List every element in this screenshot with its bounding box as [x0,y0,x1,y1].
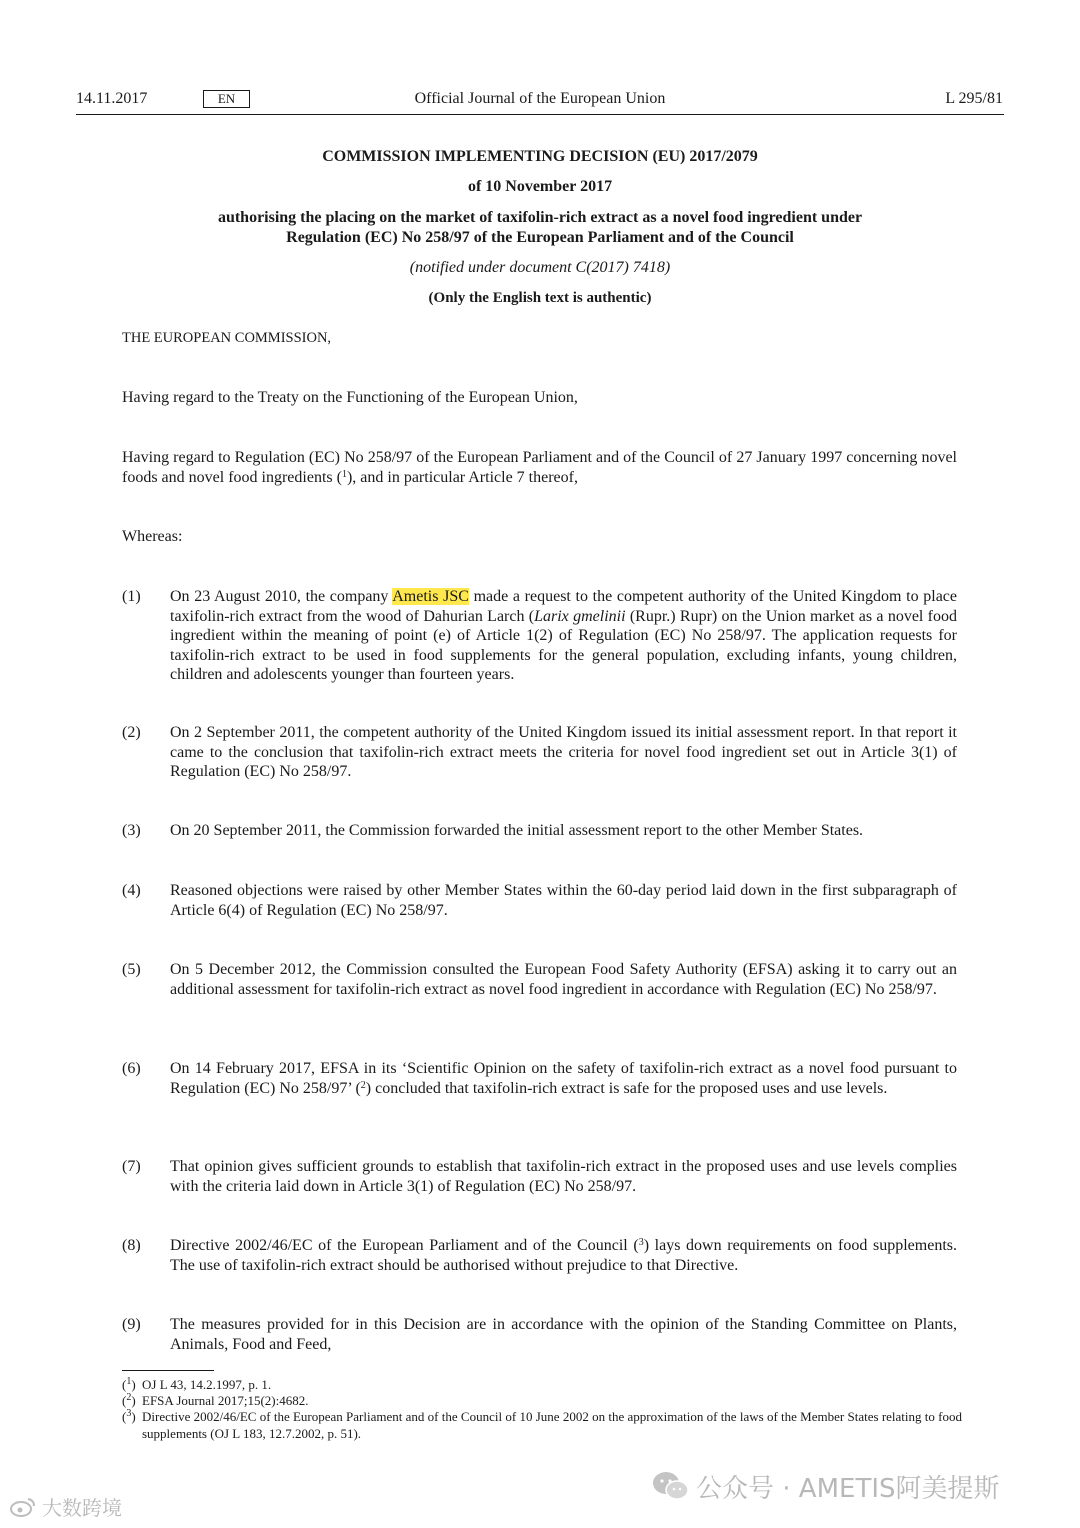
recital-1-text-a: On 23 August 2010, the company [170,588,393,605]
recital-number: (9) [122,1316,141,1333]
footnote-number: ($^3$) [122,1408,136,1424]
decision-date: of 10 November 2017 [467,178,613,195]
recital-9 [122,1315,957,1354]
regard-treaty: Having regard to the Treaty on the Functioning of the European Union, [122,389,578,406]
wechat-icon [652,1470,690,1509]
footnote-text: Directive 2002/46/EC of the European Parliament and of the Council of 10 June 2002 on the approximation of the laws of the Member States relating to food supplements (OJ L 183, 12.7.2002, p. 51). [142,1409,962,1441]
authentic-text-note: (Only the English text is authentic) [428,290,652,306]
highlighted-company-name: Ametis JSC [392,588,469,605]
footnote-2 [122,1393,962,1410]
recital-6-text-a: On 14 February 2017, EFSA in its ‘Scientific Opinion on the safety of taxifolin-rich extract as a novel food pursuant to Regulation (EC) No 258/97’ ( [170,1060,957,1097]
recital-3 [122,821,957,841]
footnote-ref-1[interactable]: 1 [341,468,347,480]
footnote-number: ($^2$) [122,1392,136,1408]
recital-number: (8) [122,1237,141,1254]
recital-8-text-b: ) lays down requirements on food supplements. The use of taxifolin-rich extract should be authorised without prejudice to that Directive. [170,1237,958,1274]
recital-number: (2) [122,724,141,741]
recital-8-text-a: Directive 2002/46/EC of the European Parliament and of the Council ( [170,1237,639,1254]
language-badge: EN [203,90,250,108]
footnote-text: OJ L 43, 14.2.1997, p. 1. [142,1377,272,1392]
regard-regulation-text-b: ), and in particular Article 7 thereof, [346,468,578,486]
recital-1-text-b: made a request to the competent authority of the United Kingdom to place taxifolin-rich extract from the wood of Dahurian Larch ( [170,588,957,625]
recital-number: (7) [122,1158,141,1175]
footnote-number-value: 1 [126,1376,132,1387]
whereas-heading: Whereas: [122,528,183,545]
page-number: L 295/81 [945,90,1003,107]
recital-6 [122,1059,957,1098]
watermark-right [652,1468,1000,1509]
footnote-number-value: 2 [126,1392,132,1403]
footnote-rule [122,1370,214,1371]
recital-7 [122,1157,957,1196]
header-date: 14.11.2017 [76,90,148,107]
journal-title: Official Journal of the European Union [414,90,666,107]
decision-title: COMMISSION IMPLEMENTING DECISION (EU) 2017/2079 [322,148,758,165]
recital-8 [122,1236,957,1275]
recital-2 [122,723,957,782]
recital-number: (6) [122,1060,141,1077]
recital-text: That opinion gives sufficient grounds to establish that taxifolin-rich extract in the proposed uses and use levels complies with the criteria laid down in Article 3(1) of Regulation (EC) No 258/97. [170,1158,957,1195]
species-name: Larix gmelinii [534,607,626,625]
footnote-1 [122,1377,962,1394]
regard-regulation-text-a: Having regard to Regulation (EC) No 258/97 of the European Parliament and of the Council of 27 January 1997 concerning novel foods and novel food ingredients ( [122,449,957,486]
recital-number: (4) [122,882,141,899]
recital-text: The measures provided for in this Decision are in accordance with the opinion of the Standing Committee on Plants, Animals, Food and Feed, [170,1316,957,1353]
notified-document: (notified under document C(2017) 7418) [409,259,671,276]
footnote-ref-3[interactable]: 3 [638,1237,644,1248]
watermark-left [10,1492,122,1523]
watermark-right-text: 公众号 · AMETIS阿美提斯 [696,1474,1000,1504]
recital-4 [122,881,957,920]
recital-5 [122,960,957,999]
recital-text: Reasoned objections were raised by other Member States within the 60-day period laid down in the first subparagraph of Article 6(4) of Regulation (EC) No 258/97. [170,882,957,919]
recital-number: (3) [122,822,141,839]
footnote-3 [122,1409,962,1442]
recital-text: On 5 December 2012, the Commission consulted the European Food Safety Authority (EFSA) asking it to carry out an additional assessment for taxifolin-rich extract as novel food ingredient in accordance with Regulation (EC) No 258/97. [170,961,957,998]
recital-text: On 20 September 2011, the Commission forwarded the initial assessment report to the other Member States. [170,822,864,839]
footnote-number-value: 3 [126,1408,132,1419]
watermark-left-text: 大数跨境 [42,1496,122,1520]
decision-subject-line-2: Regulation (EC) No 258/97 of the European Parliament and of the Council [286,229,794,246]
recital-1 [122,587,957,685]
recital-text [170,1059,957,1098]
recital-6-text-b: ) concluded that taxifolin-rich extract is safe for the proposed uses and use levels. [365,1079,888,1097]
footnote-number: ($^1$) [122,1376,136,1392]
recital-text: On 2 September 2011, the competent authority of the United Kingdom issued its initial assessment report. In that report it came to the conclusion that taxifolin-rich extract meets the criteria for novel food ingredient set out in Article 3(1) of Regulation (EC) No 258/97. [170,724,957,780]
recital-1-text-c: (Rupr.) Rupr) on the Union market as a novel food ingredient within the meaning of point (e) of Article 1(2) of Regulation (EC) No 258/97. The application requests for taxifolin-rich extract to be used in food supplements for the general population, excluding infants, young children, children and adolescents younger than fourteen years. [170,607,957,683]
recital-number: (5) [122,961,141,978]
commission-heading: THE EUROPEAN COMMISSION, [122,330,332,346]
decision-subject-line-1: authorising the placing on the market of taxifolin-rich extract as a novel food ingredient under [217,209,863,226]
header-rule [76,114,1004,115]
footnote-text: EFSA Journal 2017;15(2):4682. [142,1393,309,1408]
recital-number: (1) [122,588,141,605]
recital-text [170,1236,957,1275]
regard-regulation [122,448,957,487]
weibo-icon [10,1496,36,1523]
footnote-ref-2[interactable]: 2 [360,1079,366,1091]
recital-text [170,587,957,685]
